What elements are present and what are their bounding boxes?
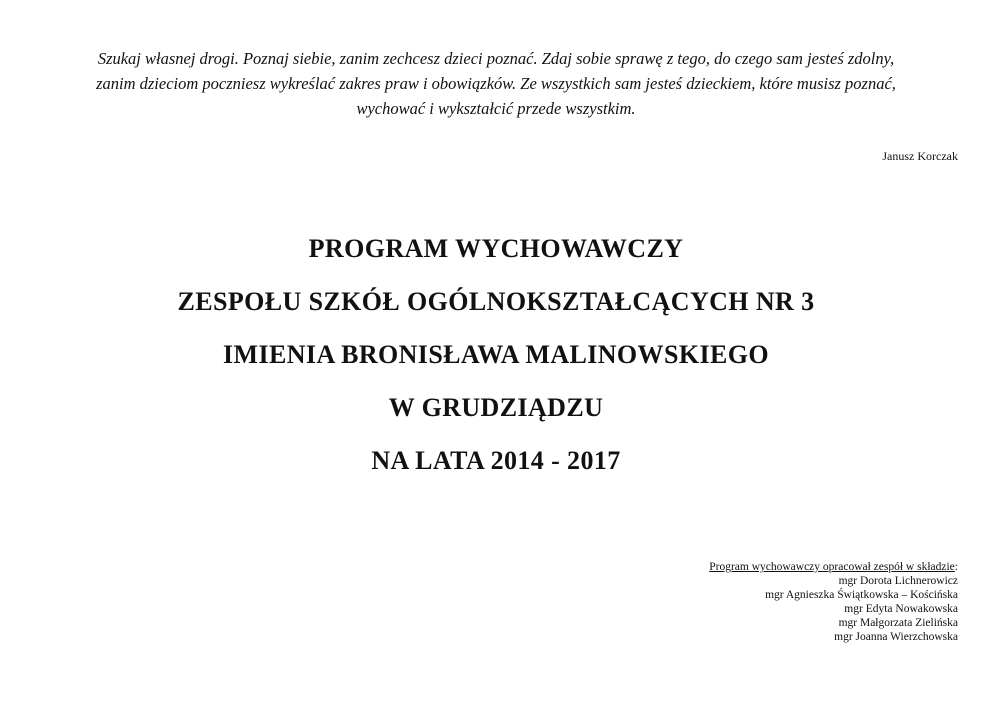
quote-author: Janusz Korczak: [882, 149, 958, 163]
team-heading: Program wychowawczy opracował zespół w składzie: [709, 561, 955, 573]
title-line: ZESPOŁU SZKÓŁ OGÓLNOKSZTAŁCĄCYCH NR 3: [177, 287, 815, 316]
team-member: mgr Joanna Wierzchowska: [834, 631, 958, 643]
quote-line: Szukaj własnej drogi. Poznaj siebie, zanim zechcesz dzieci poznać. Zdaj sobie sprawę z tego, do czego sam jesteś zdolny,: [97, 49, 895, 68]
team-heading-row: [709, 560, 958, 574]
team-heading-colon: :: [954, 561, 958, 573]
team-member: mgr Agnieszka Świątkowska – Kościńska: [765, 589, 958, 601]
title-line: IMIENIA BRONISŁAWA MALINOWSKIEGO: [223, 340, 769, 369]
motto-quote: [20, 46, 972, 121]
title-line: NA LATA 2014 - 2017: [371, 446, 621, 475]
quote-line: zanim dzieciom poczniesz wykreślać zakres praw i obowiązków. Ze wszystkich sam jesteś dzieckiem, które musisz poznać,: [96, 74, 896, 93]
title-line: W GRUDZIĄDZU: [388, 393, 604, 422]
quote-line: wychować i wykształcić przede wszystkim.: [356, 99, 636, 118]
title-line: PROGRAM WYCHOWAWCZY: [308, 234, 684, 263]
team-member: mgr Małgorzata Zielińska: [838, 617, 958, 629]
team-member: mgr Edyta Nowakowska: [844, 603, 958, 615]
authoring-team: [709, 560, 958, 644]
team-member: mgr Dorota Lichnerowicz: [838, 575, 958, 587]
document-title: [0, 222, 992, 487]
